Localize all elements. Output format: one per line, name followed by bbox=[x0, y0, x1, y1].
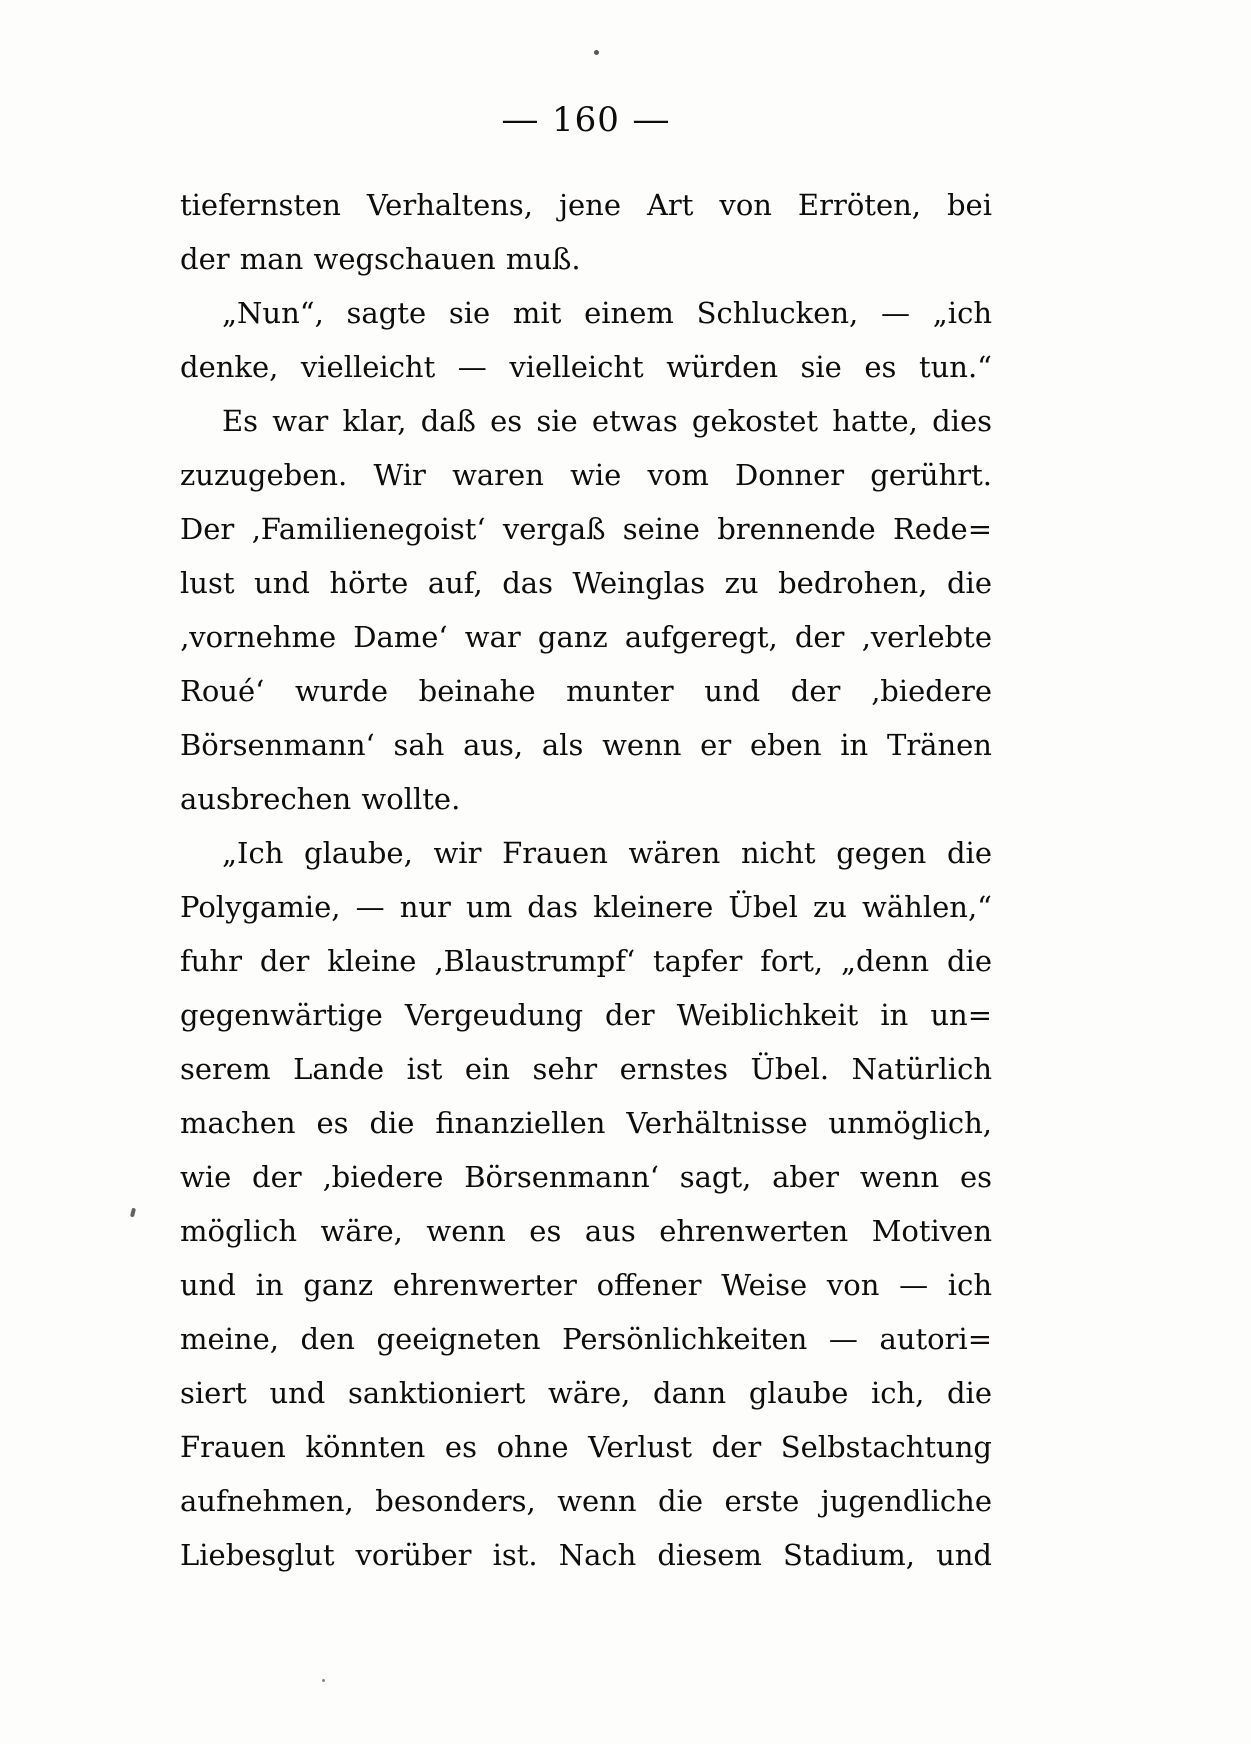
text-line: „Nun“, sagte sie mit einem Schlucken, — „ich bbox=[222, 296, 992, 330]
text-line: meine, den geeigneten Persönlichkeiten — autori= bbox=[180, 1322, 992, 1356]
text-line: Liebesglut vorüber ist. Nach diesem Stadium, und bbox=[180, 1538, 992, 1572]
text-line: Der ‚Familienegoist‘ vergaß seine brennende Rede= bbox=[180, 512, 992, 546]
text-line: Frauen könnten es ohne Verlust der Selbstachtung bbox=[180, 1430, 992, 1464]
header-dash-left: — bbox=[501, 100, 540, 140]
scan-artifact-dot bbox=[594, 50, 599, 55]
text-line: ‚vornehme Dame‘ war ganz aufgeregt, der ‚verlebte bbox=[180, 620, 992, 654]
text-line: ausbrechen wollte. bbox=[180, 782, 461, 816]
text-line: lust und hörte auf, das Weinglas zu bedrohen, die bbox=[180, 566, 992, 600]
text-line: der man wegschauen muß. bbox=[180, 242, 581, 276]
text-line: siert und sanktioniert wäre, dann glaube ich, die bbox=[180, 1376, 992, 1410]
text-line: Polygamie, — nur um das kleinere Übel zu wählen,“ bbox=[180, 890, 992, 924]
text-line: machen es die finanziellen Verhältnisse unmöglich, bbox=[180, 1106, 992, 1140]
text-line: Es war klar, daß es sie etwas gekostet hatte, dies bbox=[222, 404, 992, 438]
text-line: tiefernsten Verhaltens, jene Art von Erröten, bei bbox=[180, 188, 992, 222]
text-line: möglich wäre, wenn es aus ehrenwerten Motiven bbox=[180, 1214, 992, 1248]
text-line: serem Lande ist ein sehr ernstes Übel. Natürlich bbox=[180, 1052, 992, 1086]
text-line: wie der ‚biedere Börsenmann‘ sagt, aber wenn es bbox=[180, 1160, 992, 1194]
text-line: aufnehmen, besonders, wenn die erste jugendliche bbox=[180, 1484, 992, 1518]
text-line: zuzugeben. Wir waren wie vom Donner gerührt. bbox=[180, 458, 992, 492]
text-line: Roué‘ wurde beinahe munter und der ‚biedere bbox=[180, 674, 992, 708]
text-line: gegenwärtige Vergeudung der Weiblichkeit in un= bbox=[180, 998, 992, 1032]
body-text bbox=[180, 178, 992, 1582]
header-dash-right: — bbox=[632, 100, 671, 140]
scan-artifact-dot bbox=[322, 1679, 325, 1682]
page-header bbox=[180, 98, 992, 142]
text-line: fuhr der kleine ‚Blaustrumpf‘ tapfer fort, „denn die bbox=[180, 944, 992, 978]
text-line: „Ich glaube, wir Frauen wären nicht gegen die bbox=[222, 836, 992, 870]
book-page bbox=[180, 98, 992, 1582]
text-line: und in ganz ehrenwerter offener Weise von — ich bbox=[180, 1268, 992, 1302]
text-line: Börsenmann‘ sah aus, als wenn er eben in Tränen bbox=[180, 728, 992, 762]
text-line: denke, vielleicht — vielleicht würden sie es tun.“ bbox=[180, 350, 992, 384]
page-number: 160 bbox=[552, 100, 620, 140]
scan-artifact-mark bbox=[130, 1208, 136, 1218]
